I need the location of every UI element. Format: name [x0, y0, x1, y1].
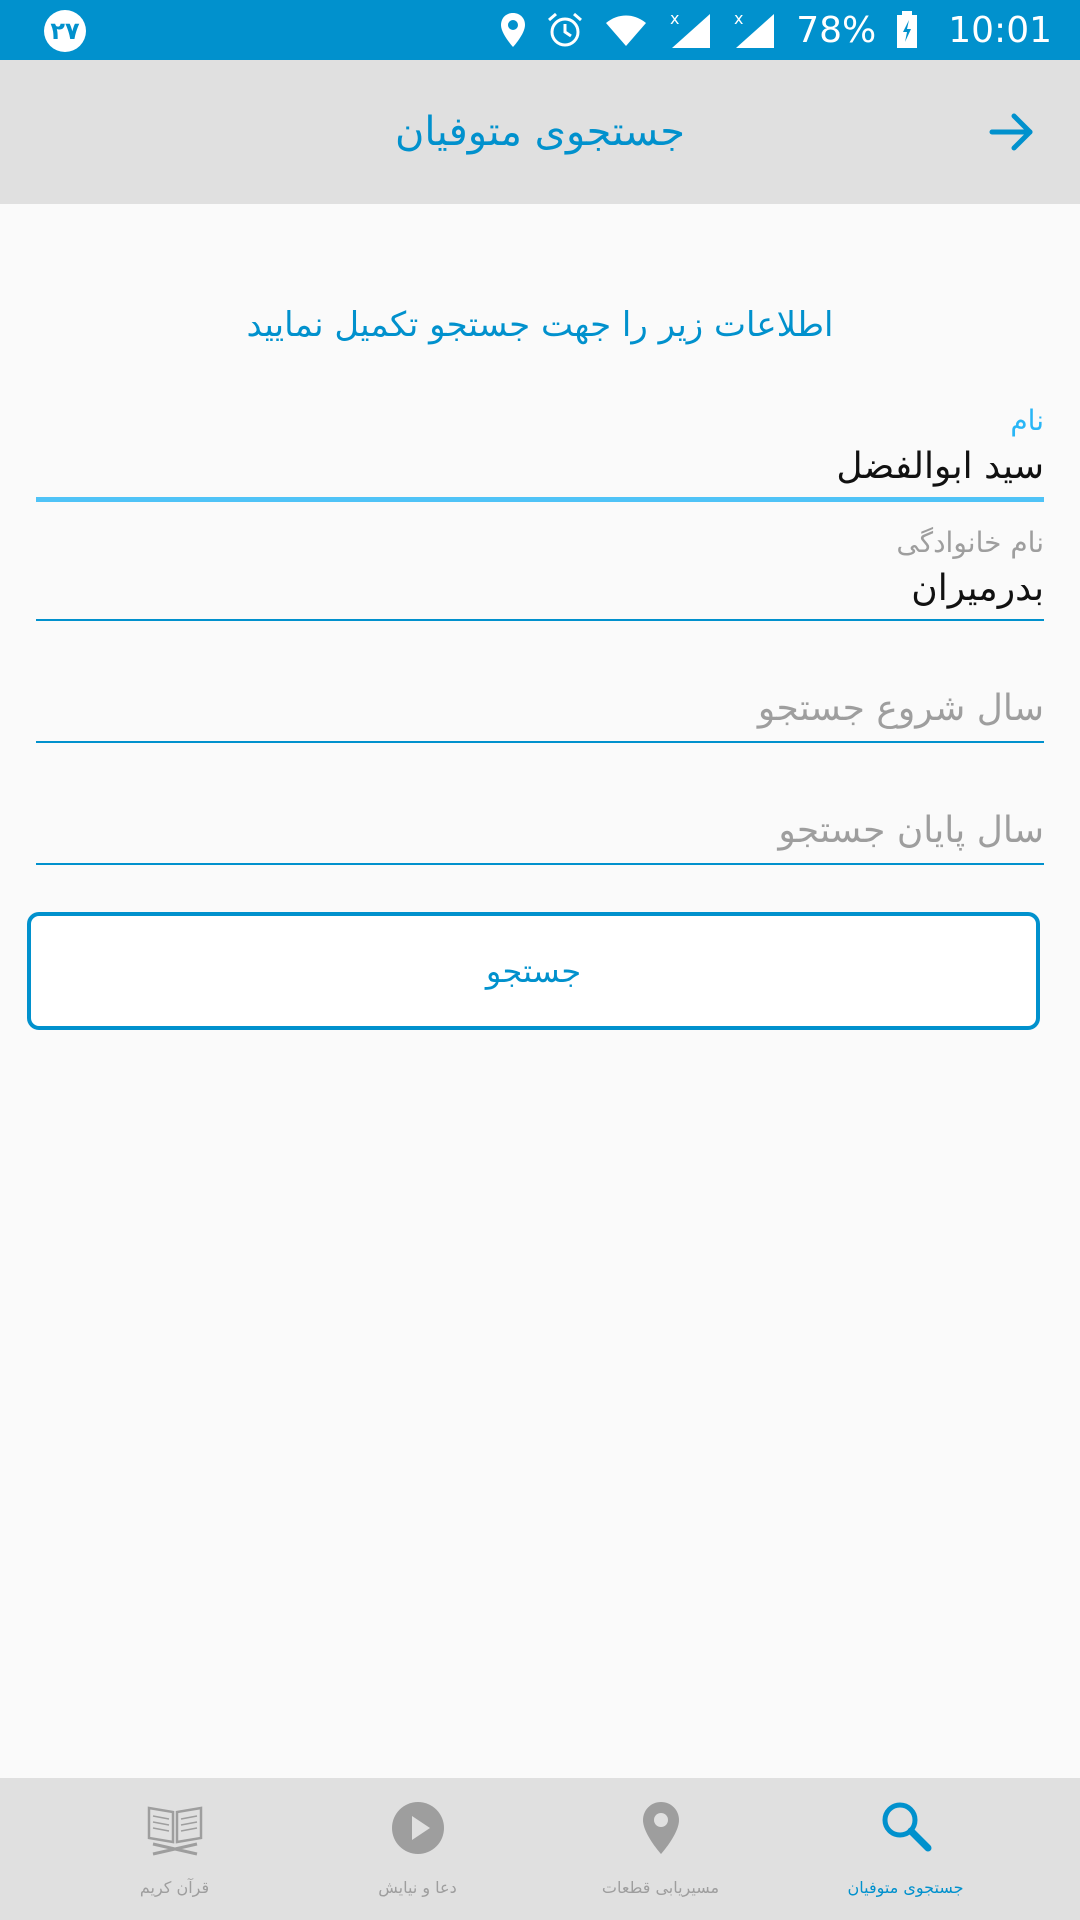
page-title: جستجوی متوفیان: [395, 109, 685, 155]
start-year-underline: [36, 741, 1044, 743]
end-year-placeholder[interactable]: سال پایان جستجو: [778, 810, 1044, 851]
status-icons: [500, 0, 1052, 60]
quran-book-icon: [145, 1798, 205, 1858]
start-year-placeholder[interactable]: سال شروع جستجو: [757, 688, 1044, 729]
alarm-icon: [546, 11, 584, 49]
nav-label: دعا و نیایش: [378, 1878, 457, 1897]
last-name-label: نام خانوادگی: [896, 526, 1044, 559]
nav-item-plot-routing[interactable]: [538, 1778, 783, 1920]
notification-badge: ۲۷: [44, 10, 86, 52]
end-year-underline: [36, 863, 1044, 865]
last-name-field[interactable]: [36, 522, 1044, 622]
location-pin-icon: [631, 1798, 691, 1858]
wifi-icon: [604, 13, 648, 47]
nav-item-prayers[interactable]: [295, 1778, 540, 1920]
last-name-value[interactable]: بدرمیران: [911, 568, 1044, 609]
battery-percent: 78%: [796, 9, 877, 51]
first-name-label: نام: [1010, 404, 1044, 437]
nav-item-search-deceased[interactable]: [783, 1778, 1028, 1920]
start-year-field[interactable]: [36, 644, 1044, 744]
first-name-underline: [36, 497, 1044, 502]
location-icon: [500, 12, 526, 48]
bottom-navigation: [0, 1778, 1080, 1920]
form-instruction: اطلاعات زیر را جهت جستجو تکمیل نمایید: [246, 305, 834, 345]
status-bar: [0, 0, 1080, 60]
svg-text:x: x: [734, 10, 744, 28]
signal-icon: [668, 10, 712, 50]
play-icon: [388, 1798, 448, 1858]
battery-charging-icon: [896, 11, 918, 49]
nav-label: مسیریابی قطعات: [601, 1878, 720, 1897]
nav-label: قرآن کریم: [139, 1878, 210, 1897]
end-year-field[interactable]: [36, 766, 1044, 866]
clock: 10:01: [948, 9, 1052, 51]
first-name-field[interactable]: [36, 400, 1044, 504]
nav-label: جستجوی متوفیان: [847, 1878, 964, 1897]
nav-item-quran[interactable]: [52, 1778, 297, 1920]
first-name-value[interactable]: سید ابوالفضل: [836, 446, 1044, 487]
signal-icon: [732, 10, 776, 50]
last-name-underline: [36, 619, 1044, 621]
app-bar: [0, 60, 1080, 204]
arrow-right-icon[interactable]: [988, 108, 1036, 156]
search-icon: [876, 1798, 936, 1858]
search-button[interactable]: جستجو: [27, 912, 1040, 1030]
svg-text:x: x: [670, 10, 680, 28]
